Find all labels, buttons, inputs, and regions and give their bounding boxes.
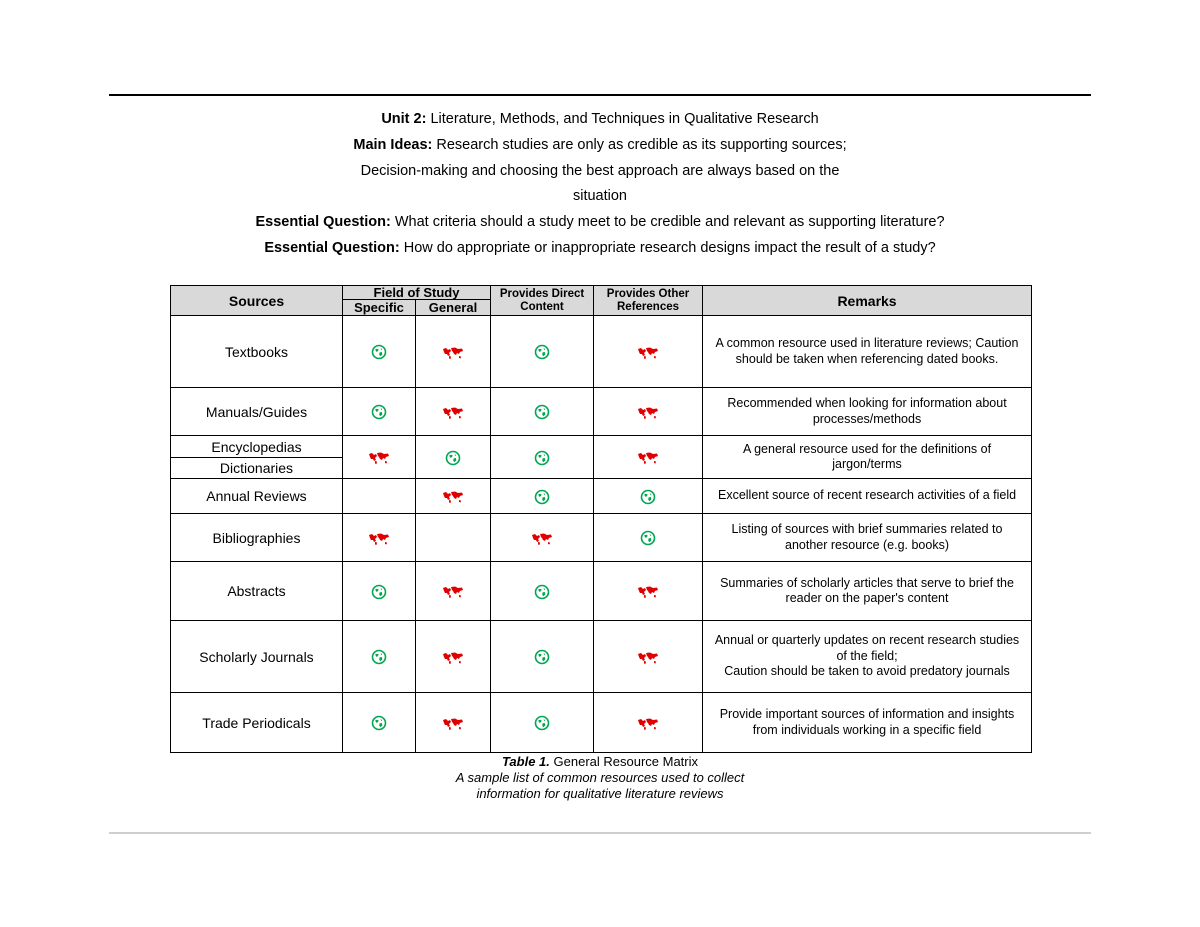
resource-matrix-table (170, 285, 1032, 753)
globe-icon (371, 649, 387, 665)
globe-icon (534, 584, 550, 600)
cell-specific (343, 514, 416, 562)
header-general: General (416, 300, 491, 316)
world-map-icon (442, 717, 464, 731)
cell-general (416, 316, 491, 388)
matrix-body (171, 316, 1032, 753)
cell-direct (491, 562, 594, 621)
source-cell: Scholarly Journals (171, 621, 343, 693)
globe-icon (371, 715, 387, 731)
header-field-of-study: Field of Study (343, 286, 491, 300)
world-map-icon (442, 346, 464, 360)
header-specific: Specific (343, 300, 416, 316)
remarks-cell: Summaries of scholarly articles that serve to brief the reader on the paper's content (703, 562, 1032, 621)
cell-other (594, 388, 703, 436)
cell-general (416, 693, 491, 753)
world-map-icon (442, 651, 464, 665)
cell-specific (343, 621, 416, 693)
remarks-cell: Provide important sources of information and insights from individuals working in a specific field (703, 693, 1032, 753)
world-map-icon (368, 532, 390, 546)
table-row (171, 693, 1032, 753)
world-map-icon (531, 532, 553, 546)
remarks-cell: Listing of sources with brief summaries related to another resource (e.g. books) (703, 514, 1032, 562)
unit-line: Unit 2: Literature, Methods, and Techniques in Qualitative Research (381, 111, 819, 127)
globe-icon (371, 344, 387, 360)
cell-other (594, 621, 703, 693)
caption-line-2: A sample list of common resources used to collect (455, 770, 745, 785)
remarks-cell: Excellent source of recent research activities of a field (703, 479, 1032, 514)
source-cell: Abstracts (171, 562, 343, 621)
world-map-icon (637, 451, 659, 465)
globe-icon (534, 649, 550, 665)
cell-specific (343, 388, 416, 436)
globe-icon (640, 530, 656, 546)
cell-direct (491, 514, 594, 562)
header-sources: Sources (171, 286, 343, 316)
world-map-icon (637, 651, 659, 665)
source-name: Encyclopedias (171, 437, 342, 458)
globe-icon (371, 584, 387, 600)
cell-direct (491, 436, 594, 479)
source-cell: Textbooks (171, 316, 343, 388)
remarks-cell: Recommended when looking for information about processes/methods (703, 388, 1032, 436)
cell-general (416, 562, 491, 621)
cell-other (594, 436, 703, 479)
table-row (171, 436, 1032, 479)
essential-question-1: Essential Question: What criteria should a study meet to be credible and relevant as supporting literature? (255, 214, 945, 230)
world-map-icon (442, 490, 464, 504)
source-name: Dictionaries (219, 459, 294, 476)
globe-icon (640, 489, 656, 505)
world-map-icon (637, 717, 659, 731)
bottom-rule (109, 832, 1091, 834)
source-cell: Annual Reviews (171, 479, 343, 514)
table-caption (0, 754, 1200, 802)
essential-question-2: Essential Question: How do appropriate or inappropriate research designs impact the result of a study? (264, 240, 936, 256)
world-map-icon (442, 585, 464, 599)
cell-general (416, 436, 491, 479)
world-map-icon (637, 585, 659, 599)
cell-specific (343, 562, 416, 621)
world-map-icon (637, 406, 659, 420)
cell-direct (491, 479, 594, 514)
globe-icon (534, 450, 550, 466)
source-cell: Trade Periodicals (171, 693, 343, 753)
table-row (171, 316, 1032, 388)
cell-specific (343, 693, 416, 753)
world-map-icon (637, 346, 659, 360)
cell-other (594, 693, 703, 753)
header-other-references: Provides Other References (594, 286, 703, 316)
cell-specific (343, 479, 416, 514)
remarks-cell: Annual or quarterly updates on recent research studies of the field; Caution should be taken to avoid predatory journals (703, 621, 1032, 693)
cell-general (416, 388, 491, 436)
document-header (0, 106, 1200, 261)
globe-icon (371, 404, 387, 420)
world-map-icon (442, 406, 464, 420)
globe-icon (534, 489, 550, 505)
remarks-cell: A general resource used for the definitions of jargon/terms (703, 436, 1032, 479)
cell-general (416, 514, 491, 562)
source-cell (171, 436, 343, 479)
header-direct-content: Provides Direct Content (491, 286, 594, 316)
cell-direct (491, 388, 594, 436)
globe-icon (445, 450, 461, 466)
cell-specific (343, 316, 416, 388)
cell-other (594, 316, 703, 388)
cell-other (594, 479, 703, 514)
header-remarks: Remarks (703, 286, 1032, 316)
cell-specific (343, 436, 416, 479)
top-rule (109, 94, 1091, 96)
cell-direct (491, 316, 594, 388)
remarks-cell: A common resource used in literature reviews; Caution should be taken when referencing dated books. (703, 316, 1032, 388)
cell-other (594, 514, 703, 562)
source-cell: Manuals/Guides (171, 388, 343, 436)
table-row (171, 388, 1032, 436)
cell-direct (491, 693, 594, 753)
caption-title: Table 1. General Resource Matrix (501, 754, 699, 769)
globe-icon (534, 404, 550, 420)
world-map-icon (368, 451, 390, 465)
main-ideas-line-3: situation (572, 188, 627, 204)
table-row (171, 479, 1032, 514)
cell-general (416, 621, 491, 693)
globe-icon (534, 715, 550, 731)
cell-direct (491, 621, 594, 693)
cell-general (416, 479, 491, 514)
main-ideas-line-2: Decision-making and choosing the best approach are always based on the (360, 163, 840, 179)
source-cell: Bibliographies (171, 514, 343, 562)
main-ideas-line-1: Main Ideas: Research studies are only as credible as its supporting sources; (353, 137, 847, 153)
table-row (171, 562, 1032, 621)
cell-other (594, 562, 703, 621)
table-row (171, 514, 1032, 562)
table-row (171, 621, 1032, 693)
caption-line-3: information for qualitative literature reviews (476, 786, 724, 801)
globe-icon (534, 344, 550, 360)
